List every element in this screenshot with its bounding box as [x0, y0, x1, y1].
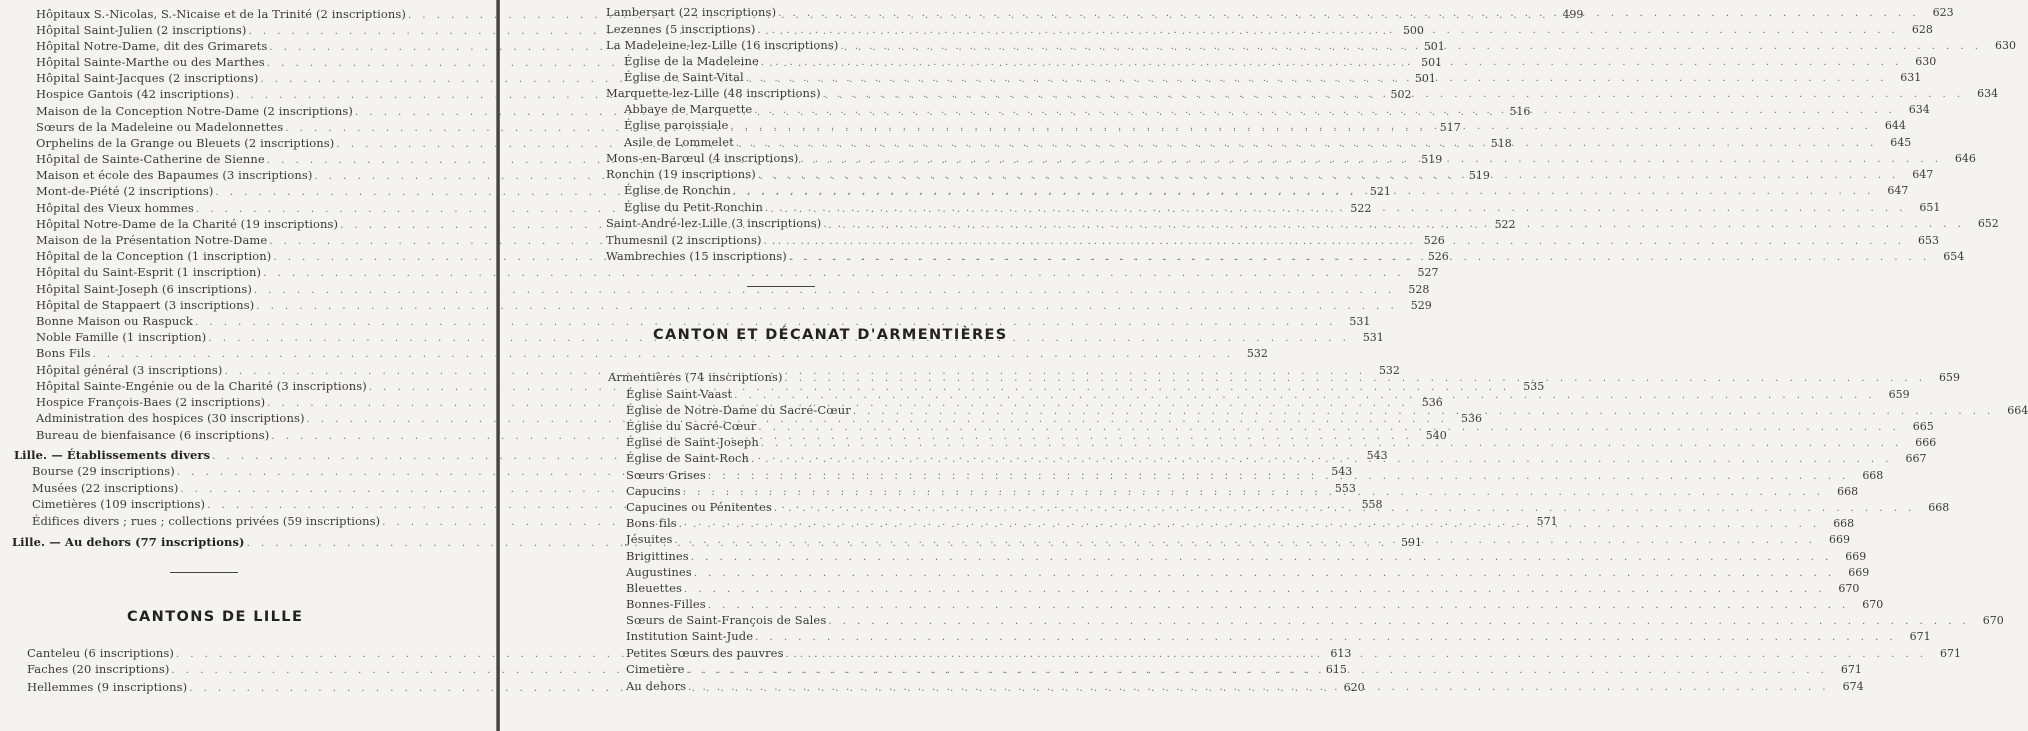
toc-entry-page: 531: [1362, 331, 1384, 344]
toc-entry-page: 553: [1334, 482, 1356, 495]
toc-entry-label: Marquette-lez-Lille (48 inscriptions): [606, 86, 821, 100]
toc-entry-page: 613: [1330, 647, 1352, 660]
toc-entry-label: Édifices divers ; rues ; collections privées (59 inscriptions): [32, 514, 381, 528]
toc-entry-page: 670: [1862, 598, 1884, 611]
toc-entry-label: Saint-André-lez-Lille (3 inscriptions): [606, 216, 822, 230]
toc-entry-page: 526: [1423, 234, 1445, 247]
dot-leader: [730, 119, 1871, 135]
section-divider: [747, 286, 815, 287]
dot-leader: [853, 404, 1994, 420]
dot-leader: [755, 630, 1896, 646]
toc-entry-page: 517: [1439, 121, 1461, 134]
dot-leader: [751, 452, 1892, 468]
toc-entry-label: Église de Saint-Roch: [626, 451, 750, 465]
toc-entry-label: Hôpital de la Conception (1 inscription): [36, 249, 272, 263]
toc-entry-label: Hôpital Notre-Dame de la Charité (19 inscriptions): [36, 217, 339, 231]
toc-entry-label: Wambrechies (15 inscriptions): [606, 249, 787, 263]
dot-leader: [841, 39, 1982, 55]
toc-entry-label: Augustines: [626, 565, 692, 579]
toc-entry-page: 501: [1423, 40, 1445, 53]
toc-entry-page: 591: [1401, 536, 1423, 549]
toc-entry-label: Capucines ou Pénitentes: [626, 500, 772, 514]
toc-entry-page: 669: [1848, 566, 1870, 579]
toc-entry-page: 671: [1940, 647, 1961, 660]
toc-entry-label: Bonnes-Filles: [626, 597, 706, 611]
toc-entry-page: 668: [1833, 517, 1855, 530]
toc-entry: [36, 345, 1268, 361]
dot-leader: [828, 614, 1969, 630]
toc-entry-label: Administration des hospices (30 inscriptions): [36, 411, 305, 425]
toc-entry-page: 664: [2007, 404, 2028, 417]
toc-entry-page: 644: [1884, 119, 1906, 132]
toc-entry-page: 674: [1842, 680, 1864, 693]
toc-entry-page: 671: [1840, 663, 1862, 676]
toc-entry-page: 502: [1390, 88, 1412, 101]
toc-entry-label: Musées (22 inscriptions): [32, 481, 179, 495]
toc-entry-page: 666: [1915, 436, 1937, 449]
toc-entry-label: Maison et école des Bapaumes (3 inscriptions): [36, 168, 313, 182]
dot-leader: [778, 6, 1919, 22]
toc-entry-label: Armentières (74 inscriptions): [608, 370, 783, 384]
toc-entry-page: 501: [1421, 56, 1443, 69]
toc-entry-label: Sœurs Grises: [626, 468, 706, 482]
toc-entry-page: 526: [1427, 250, 1449, 263]
toc-entry-page: 528: [1408, 283, 1430, 296]
toc-entry-label: Orphelins de la Grange ou Bleuets (2 inscriptions): [36, 136, 335, 150]
toc-entry-label: Institution Saint-Jude: [626, 629, 754, 643]
toc-entry-page: 536: [1421, 396, 1443, 409]
toc-entry-page: 634: [1977, 87, 1999, 100]
toc-entry: [626, 580, 1860, 596]
toc-entry-page: 536: [1460, 412, 1482, 425]
toc-entry-label: Jésuites: [626, 532, 673, 546]
toc-entry-label: La Madeleine-lez-Lille (16 inscriptions): [606, 38, 839, 52]
toc-entry-page: 647: [1887, 184, 1909, 197]
toc-entry-page: 529: [1410, 299, 1432, 312]
toc-entry-label: Ronchin (19 inscriptions): [606, 167, 756, 181]
toc-entry: [36, 264, 1439, 280]
dot-leader: [733, 184, 1874, 200]
toc-entry-label: Bourse (29 inscriptions): [32, 464, 175, 478]
toc-entry-page: 543: [1331, 465, 1353, 478]
toc-entry-label: Hôpital de Stappaert (3 inscriptions): [36, 298, 255, 312]
toc-entry: [36, 281, 1430, 297]
toc-entry-label: Hôpital du Saint-Esprit (1 inscription): [36, 265, 262, 279]
toc-entry: [626, 612, 2004, 628]
toc-entry-label: Hospice Gantois (42 inscriptions): [36, 87, 235, 101]
toc-entry-label: Hôpital Saint-Julien (2 inscriptions): [36, 23, 247, 37]
toc-entry-label: Bons Fils: [36, 346, 91, 360]
toc-entry: [36, 297, 1432, 313]
toc-entry-label: Église du Petit-Ronchin: [624, 200, 763, 214]
toc-entry: [36, 313, 1371, 329]
toc-entry: [626, 628, 1931, 644]
toc-entry-page: 532: [1378, 364, 1400, 377]
toc-entry-label: Cimetières (109 inscriptions): [32, 497, 206, 511]
toc-entry-label: Mont-de-Piété (2 inscriptions): [36, 184, 214, 198]
section-heading: CANTONS DE LILLE: [127, 609, 304, 625]
toc-entry-label: Église de Saint-Joseph: [626, 435, 759, 449]
toc-entry-page: 659: [1888, 388, 1910, 401]
toc-entry-page: 670: [1838, 582, 1860, 595]
toc-entry-label: Hôpital des Vieux hommes: [36, 201, 194, 215]
toc-entry-label: Église de Notre-Dame du Sacré-Cœur: [626, 403, 851, 417]
toc-entry-page: 652: [1977, 217, 1999, 230]
toc-entry-page: 654: [1943, 250, 1965, 263]
toc-entry-label: Noble Famille (1 inscription): [36, 330, 207, 344]
toc-entry-label: Église de la Madeleine: [624, 54, 759, 68]
toc-entry-label: Sœurs de la Madeleine ou Madelonnettes: [36, 120, 284, 134]
toc-entry-label: Asile de Lommelet: [624, 135, 734, 149]
toc-entry-page: 651: [1919, 201, 1941, 214]
toc-entry-page: 646: [1954, 152, 1976, 165]
toc-entry-label: Église paroissiale: [624, 118, 729, 132]
toc-entry-page: 521: [1369, 185, 1391, 198]
toc-entry-label: Hôpital de Sainte-Catherine de Sienne: [36, 152, 265, 166]
dot-leader: [823, 217, 1964, 233]
toc-entry-label: Hôpital Sainte-Engénie ou de la Charité (3 inscriptions): [36, 379, 367, 393]
section-divider: [170, 572, 238, 573]
toc-entry-page: 630: [1994, 39, 2016, 52]
toc-entry-page: 535: [1523, 380, 1545, 393]
toc-entry-label: Hôpital Saint-Jacques (2 inscriptions): [36, 71, 259, 85]
toc-entry-label: Faches (20 inscriptions): [27, 662, 170, 676]
toc-entry-label: Bureau de bienfaisance (6 inscriptions): [36, 428, 270, 442]
toc-entry-label: Église Saint-Vaast: [626, 387, 733, 401]
toc-entry-label: Lambersart (22 inscriptions): [606, 5, 777, 19]
toc-entry-label: Maison de la Conception Notre-Dame (2 inscriptions): [36, 104, 354, 118]
toc-entry: [626, 596, 1884, 612]
toc-entry-page: 501: [1414, 72, 1436, 85]
toc-entry-page: 670: [1982, 614, 2004, 627]
toc-entry-label: Cimetière: [626, 662, 685, 676]
toc-entry-page: 665: [1912, 420, 1934, 433]
toc-entry-label: Église de Ronchin: [624, 183, 731, 197]
toc-entry-page: 571: [1536, 515, 1558, 528]
toc-entry-page: 647: [1912, 168, 1934, 181]
toc-entry-label: Lille. — Établissements divers: [14, 448, 211, 462]
toc-entry-label: Capucins: [626, 484, 681, 498]
toc-entry-label: Hellemmes (9 inscriptions): [27, 680, 188, 694]
toc-entry-label: Thumesnil (2 inscriptions): [606, 233, 762, 247]
toc-entry-page: 543: [1366, 449, 1388, 462]
toc-entry-page: 668: [1837, 485, 1859, 498]
dot-leader: [785, 371, 1926, 387]
dot-leader: [675, 533, 1816, 549]
toc-entry-label: Lille. — Au dehors (77 inscriptions): [12, 535, 245, 549]
toc-entry-page: 667: [1905, 452, 1927, 465]
toc-entry-page: 540: [1425, 429, 1447, 442]
toc-entry-page: 531: [1349, 315, 1371, 328]
toc-entry-page: 527: [1417, 266, 1439, 279]
toc-entry-page: 522: [1494, 218, 1516, 231]
toc-entry-page: 628: [1911, 23, 1933, 36]
toc-entry-page: 522: [1350, 202, 1372, 215]
toc-entry-page: 620: [1343, 681, 1365, 694]
toc-entry-label: Hospice François-Baes (2 inscriptions): [36, 395, 266, 409]
dot-leader: [688, 680, 1829, 696]
toc-entry-page: 668: [1862, 469, 1884, 482]
toc-entry-label: Hôpital général (3 inscriptions): [36, 363, 223, 377]
toc-entry-label: Hôpital Sainte-Marthe ou des Marthes: [36, 55, 265, 69]
toc-entry-page: 500: [1402, 24, 1424, 37]
toc-entry-page: 519: [1468, 169, 1490, 182]
dot-leader: [823, 87, 1964, 103]
toc-entry-label: Église de Saint-Vital: [624, 70, 744, 84]
toc-entry-page: 615: [1325, 663, 1347, 676]
toc-entry-page: 518: [1490, 137, 1512, 150]
toc-entry-page: 671: [1909, 630, 1931, 643]
toc-entry-label: Maison de la Présentation Notre-Dame: [36, 233, 268, 247]
toc-entry-page: 653: [1917, 234, 1939, 247]
toc-entry-label: Bonne Maison ou Raspuck: [36, 314, 193, 328]
section-heading: CANTON ET DÉCANAT D'ARMENTIÈRES: [653, 327, 1008, 343]
toc-entry-label: Mons-en-Barœul (4 inscriptions): [606, 151, 799, 165]
toc-entry-label: Sœurs de Saint-François de Sales: [626, 613, 827, 627]
toc-entry-page: 532: [1246, 347, 1268, 360]
toc-entry-page: 631: [1900, 71, 1922, 84]
toc-entry-page: 623: [1932, 6, 1954, 19]
toc-entry-page: 659: [1938, 371, 1960, 384]
toc-entry-page: 630: [1915, 55, 1937, 68]
toc-entry-label: Bleuettes: [626, 581, 682, 595]
toc-entry-label: Hôpital Notre-Dame, dit des Grimarets: [36, 39, 268, 53]
toc-entry-label: Canteleu (6 inscriptions): [27, 646, 174, 660]
toc-entry-label: Petites Sœurs des pauvres: [626, 646, 784, 660]
toc-entry-label: Hôpitaux S.-Nicolas, S.-Nicaise et de la Trinité (2 inscriptions): [36, 7, 407, 21]
toc-entry-page: 668: [1928, 501, 1950, 514]
toc-entry-page: 669: [1828, 533, 1850, 546]
toc-entry-page: 645: [1890, 136, 1912, 149]
toc-entry-page: 519: [1421, 153, 1443, 166]
toc-entry-label: Bons fils: [626, 516, 677, 530]
dot-leader: [687, 663, 1828, 679]
toc-entry-page: 669: [1845, 550, 1867, 563]
toc-entry-label: Église du Sacré-Cœur: [626, 419, 757, 433]
dot-leader: [789, 250, 1930, 266]
toc-entry-label: Lezennes (5 inscriptions): [606, 22, 756, 36]
toc-entry-label: Abbaye de Marquette: [624, 102, 753, 116]
toc-entry-page: 634: [1908, 103, 1930, 116]
toc-entry-label: Hôpital Saint-Joseph (6 inscriptions): [36, 282, 252, 296]
toc-entry: [626, 548, 1867, 564]
toc-entry: [626, 564, 1870, 580]
toc-entry-label: Au dehors: [626, 679, 687, 693]
toc-entry-page: 499: [1562, 8, 1584, 21]
toc-entry-label: Brigittines: [626, 549, 689, 563]
toc-entry-page: 516: [1509, 105, 1531, 118]
toc-entry-page: 558: [1361, 498, 1383, 511]
